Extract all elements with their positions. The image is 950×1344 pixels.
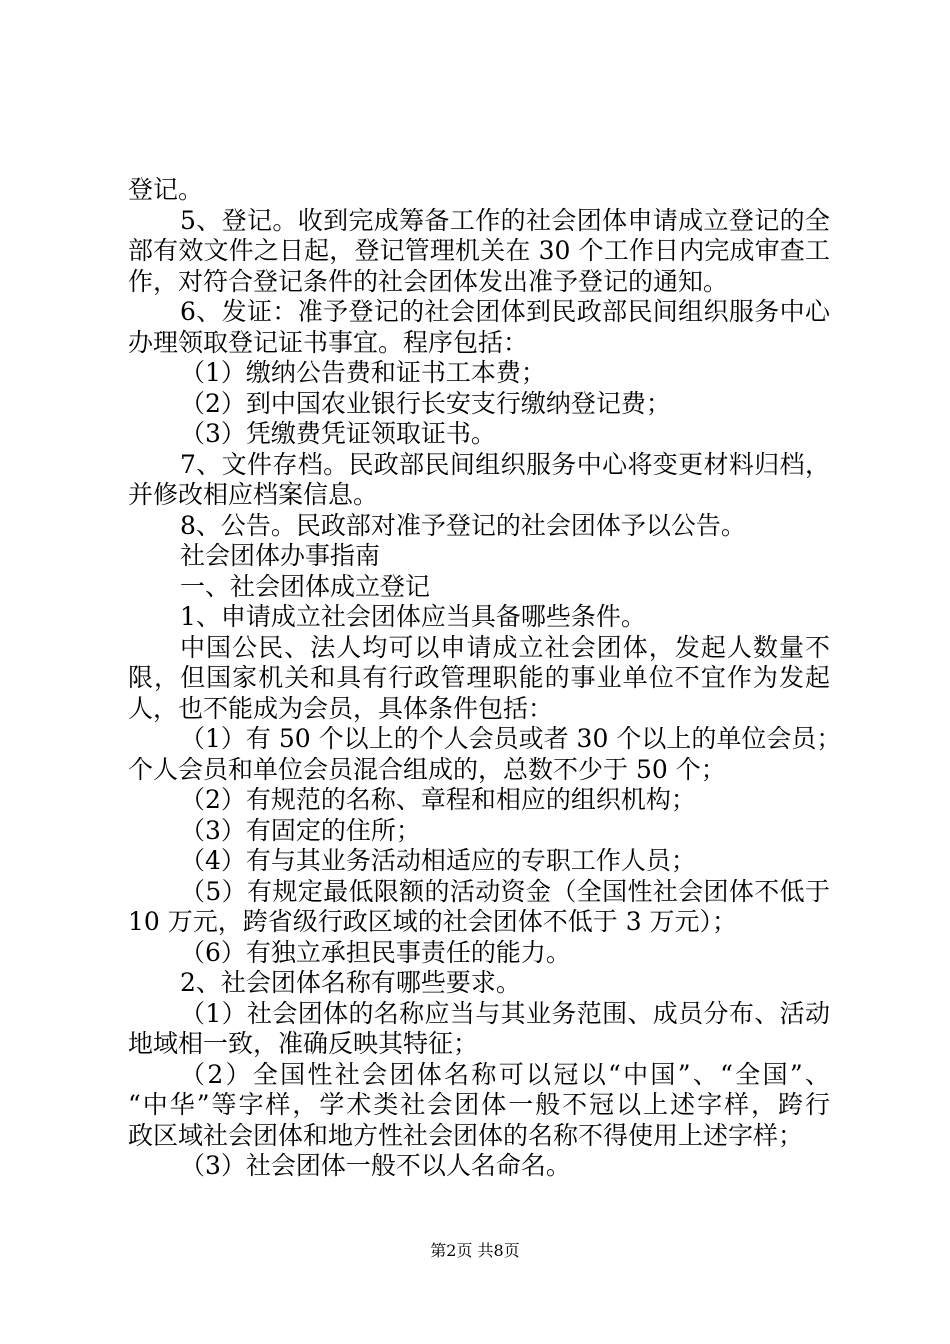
text-line: 并修改相应档案信息。 [128, 480, 379, 509]
text-line: 地域相一致，准确反映其特征； [128, 1029, 479, 1058]
list-item [128, 846, 830, 877]
paragraph-archive-step [128, 450, 830, 511]
text-line: （5）有规定最低限额的活动资金（全国性社会团体不低于 [180, 876, 830, 906]
text-line: （1）缴纳公告费和证书工本费； [180, 358, 546, 387]
text-line: （2）有规范的名称、章程和相应的组织机构； [180, 785, 696, 814]
text-line: （1）社会团体的名称应当与其业务范围、成员分布、活动 [180, 998, 830, 1028]
text-line: 个人会员和单位会员混合组成的，总数不少于 50 个； [128, 754, 726, 784]
text-line: 1、申请成立社会团体应当具备哪些条件。 [180, 602, 646, 631]
list-item [128, 389, 830, 420]
text-line: 6、发证：准予登记的社会团体到民政部民间组织服务中心 [180, 297, 830, 326]
text-line: （1）有 50 个以上的个人会员或者 30 个以上的单位会员； [180, 724, 842, 753]
list-item [128, 816, 830, 847]
text-line: 7、文件存档。民政部民间组织服务中心将变更材料归档， [180, 449, 830, 479]
text-line: 中国公民、法人均可以申请成立社会团体，发起人数量不 [180, 632, 830, 662]
text-line: （3）有固定的住所； [180, 815, 421, 845]
document-body [128, 175, 842, 1182]
text-line: 8、公告。民政部对准予登记的社会团体予以公告。 [180, 510, 746, 540]
list-item [128, 999, 830, 1060]
list-item [128, 938, 830, 969]
text-line: 2、社会团体名称有哪些要求。 [180, 968, 521, 997]
list-item [128, 358, 830, 389]
text-line: 部有效文件之日起，登记管理机关在 30 个工作日内完成审查工 [128, 236, 830, 265]
page-number: 第2页 共8页 [430, 1241, 520, 1260]
list-item [128, 785, 830, 816]
paragraph-announcement-step [128, 511, 830, 542]
text-line: “中华”等字样，学术类社会团体一般不冠以上述字样，跨行 [128, 1090, 830, 1119]
text-line: （6）有独立承担民事责任的能力。 [180, 937, 571, 967]
list-item [128, 724, 842, 785]
text-line: 办理领取登记证书事宜。程序包括： [128, 327, 529, 357]
paragraph-registration-step [128, 206, 830, 298]
list-item [128, 1060, 830, 1152]
continued-paragraph [128, 175, 830, 206]
paragraph-conditions-intro [128, 633, 830, 725]
section-title [128, 541, 830, 572]
text-line: 5、登记。收到完成筹备工作的社会团体申请成立登记的全 [180, 205, 830, 235]
section-heading [128, 572, 830, 603]
text-line: （4）有与其业务活动相适应的专职工作人员； [180, 846, 696, 875]
question-heading [128, 602, 830, 633]
text-line: 作，对符合登记条件的社会团体发出准予登记的通知。 [128, 266, 729, 296]
text-line: （3）凭缴费凭证领取证书。 [180, 419, 496, 448]
text-line: 社会团体办事指南 [180, 541, 381, 570]
text-line: （3）社会团体一般不以人名命名。 [180, 1151, 571, 1180]
text-line: （2）到中国农业银行长安支行缴纳登记费； [180, 388, 671, 418]
question-heading [128, 968, 830, 999]
text-line: 10 万元，跨省级行政区域的社会团体不低于 3 万元）； [128, 907, 738, 936]
list-item [128, 419, 830, 450]
text-line: 限，但国家机关和具有行政管理职能的事业单位不宜作为发起 [128, 663, 830, 692]
text-line: 一、社会团体成立登记 [180, 571, 431, 601]
list-item [128, 1151, 830, 1182]
list-item [128, 877, 830, 938]
text-line: （2）全国性社会团体名称可以冠以“中国”、“全国”、 [180, 1059, 830, 1089]
text-line: 政区域社会团体和地方性社会团体的名称不得使用上述字样； [128, 1120, 804, 1150]
text-line: 登记。 [128, 175, 204, 204]
text-line: 人，也不能成为会员，具体条件包括： [128, 693, 554, 723]
paragraph-certificate-step [128, 297, 830, 358]
